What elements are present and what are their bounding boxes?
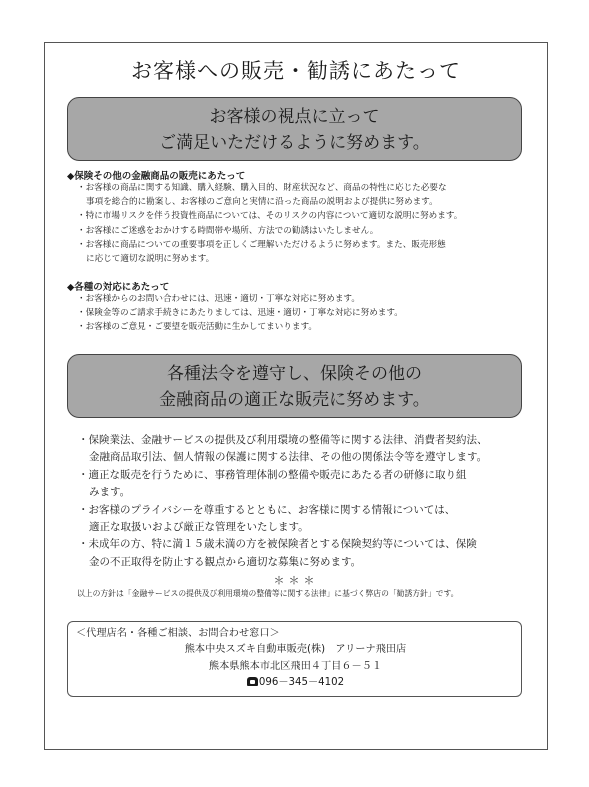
list-item-continuation: に応じて適切な説明に努めます。: [86, 254, 215, 265]
list-item: ・お客様に商品についての重要事項を正しくご理解いただけるように努めます。また、販売形態: [77, 239, 446, 250]
sales-policy-list: [77, 181, 527, 266]
section-heading-sales: ◆保険その他の金融商品の販売にあたって: [67, 171, 246, 182]
agency-name: 熊本中央スズキ自動車販売(株) アリーナ飛田店: [184, 644, 407, 655]
agency-phone: [68, 675, 523, 691]
list-item: ・特に市場リスクを伴う投資性商品については、そのリスクの内容について適切な説明に努めます。: [77, 211, 463, 222]
list-item-continuation: 金融商品取引法、個人情報の保護に関する法律、その他の関係法令等を遵守します。: [89, 451, 488, 464]
list-item: ・保険業法、金融サービスの提供及び利用環境の整備等に関する法律、消費者契約法、: [78, 434, 488, 446]
list-item: ・お客様の商品に関する知識、購入経験、購入目的、財産状況など、商品の特性に応じた必要な: [77, 183, 447, 193]
agency-address: 熊本県熊本市北区飛田４丁目６－５１: [208, 661, 383, 672]
phone-number: 096－345－4102: [258, 677, 345, 688]
list-item-continuation: みます。: [89, 486, 131, 499]
page-title: お客様への販売・勧誘にあたって: [131, 59, 461, 83]
banner-line: ご満足いただけるように努めます。: [159, 133, 430, 153]
list-item: ・未成年の方、特に満１５歳未満の方を被保険者とする保険契約等については、保険: [78, 538, 477, 551]
compliance-banner: [67, 354, 522, 418]
list-item: ・適正な販売を行うために、事務管理体制の整備や販売にあたる者の研修に取り組: [78, 468, 467, 481]
policy-note: 以上の方針は「金融サービスの提供及び利用環境の整備等に関する法律」に基づく弊店の「勧誘方針」です。: [77, 589, 459, 598]
compliance-list: [78, 432, 528, 571]
banner-line: 金融商品の適正な販売に努めます。: [159, 390, 430, 410]
list-item: ・お客様のご意見・ご要望を販売活動に生かしてまいります。: [77, 322, 317, 333]
phone-icon: [247, 677, 258, 686]
list-item: ・お客様からのお問い合わせには、迅速・適切・丁寧な対応に努めます。: [77, 294, 360, 304]
list-item: ・お客様にご迷惑をおかけする時間帯や場所、方法での勧誘はいたしません。: [77, 225, 379, 236]
list-item-continuation: 事項を総合的に勘案し、お客様のご意向と実情に沿った商品の説明および提供に努めます。: [86, 197, 438, 208]
banner-line: 各種法令を遵守し、保険その他の: [167, 364, 422, 384]
list-item-continuation: 金の不正取得を防止する観点から適切な募集に努めます。: [89, 555, 362, 568]
banner-line: お客様の視点に立って: [209, 107, 380, 127]
separator-stars: ＊＊＊: [273, 574, 319, 587]
list-item: ・お客様のプライバシーを尊重するとともに、お客様に関する情報については、: [78, 503, 456, 516]
section-heading-response: ◆各種の対応にあたって: [67, 282, 170, 293]
response-policy-list: [77, 292, 527, 335]
contact-title: ＜代理店名・各種ご相談、お問合わせ窓口＞: [76, 628, 280, 639]
contact-box: [67, 621, 522, 697]
list-item-continuation: 適正な取扱いおよび厳正な管理をいたします。: [89, 521, 309, 534]
customer-viewpoint-banner: [67, 97, 522, 161]
list-item: ・保険金等のご請求手続きにあたりましては、迅速・適切・丁寧な対応に努めます。: [77, 308, 403, 319]
